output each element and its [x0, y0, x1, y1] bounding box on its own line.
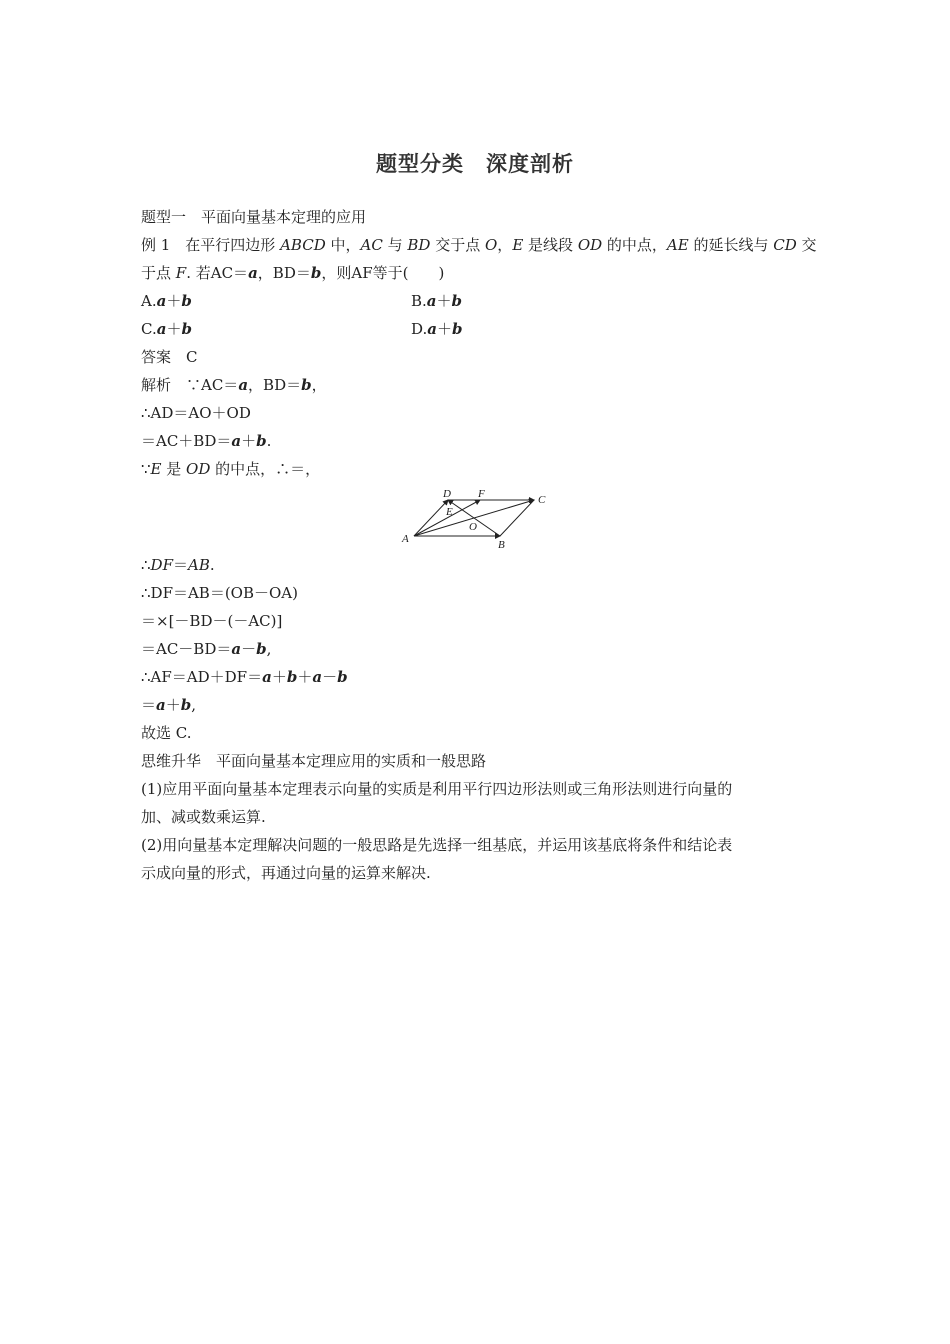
summary-p1-line-1: (1)应用平面向量基本定理表示向量的实质是利用平行四边形法则或三角形法则进行向量的 — [141, 780, 733, 798]
label-d: D — [443, 488, 451, 500]
option-b: B.a＋b — [411, 292, 463, 310]
page-title: 题型分类 深度剖析 — [376, 152, 574, 176]
solution-line-10: ＝a＋b, — [141, 696, 197, 714]
solution-line-11: 故选 C. — [141, 724, 192, 742]
solution-line-4: ∵E 是 OD 的中点，∴＝， — [141, 460, 321, 478]
summary-heading: 思维升华 平面向量基本定理应用的实质和一般思路 — [141, 752, 487, 770]
option-a: A.a＋b — [141, 292, 192, 310]
label-b: B — [498, 539, 505, 551]
solution-line-2: ∴AD＝AO＋OD — [141, 404, 251, 422]
summary-p1-line-2: 加、减或数乘运算. — [141, 808, 266, 826]
solution-line-6: ∴DF＝AB＝(OB－OA) — [141, 584, 298, 602]
label-c: C — [538, 494, 546, 506]
option-d: D.a＋b — [411, 320, 463, 338]
example-line-1: 例 1 在平行四边形 ABCD 中，AC 与 BD 交于点 O，E 是线段 OD 的中点，AE 的延长线与 CD 交 — [141, 236, 817, 254]
label-a: A — [402, 533, 409, 545]
solution-line-1: 解析 ∵AC＝a，BD＝b， — [141, 376, 327, 394]
solution-line-3: ＝AC＋BD＝a＋b. — [141, 432, 272, 450]
summary-p2-line-2: 示成向量的形式，再通过向量的运算来解决. — [141, 864, 431, 882]
summary-p2-line-1: (2)用向量基本定理解决问题的一般思路是先选择一组基底，并运用该基底将条件和结论表 — [141, 836, 733, 854]
solution-line-9: ∴AF＝AD＋DF＝a＋b＋a－b — [141, 668, 348, 686]
solution-line-5: ∴DF＝AB. — [141, 556, 215, 574]
solution-line-7: ＝×[－BD－(－AC)] — [141, 612, 283, 630]
example-line-2: 于点 F. 若AC＝a，BD＝b，则AF等于( ) — [141, 264, 445, 282]
option-c: C.a＋b — [141, 320, 192, 338]
label-e: E — [446, 506, 453, 518]
label-f: F — [478, 488, 485, 500]
label-o: O — [469, 521, 477, 533]
solution-line-8: ＝AC－BD＝a－b, — [141, 640, 272, 658]
answer: 答案 C — [141, 348, 198, 366]
parallelogram-figure — [398, 486, 558, 552]
section-heading: 题型一 平面向量基本定理的应用 — [141, 208, 367, 226]
